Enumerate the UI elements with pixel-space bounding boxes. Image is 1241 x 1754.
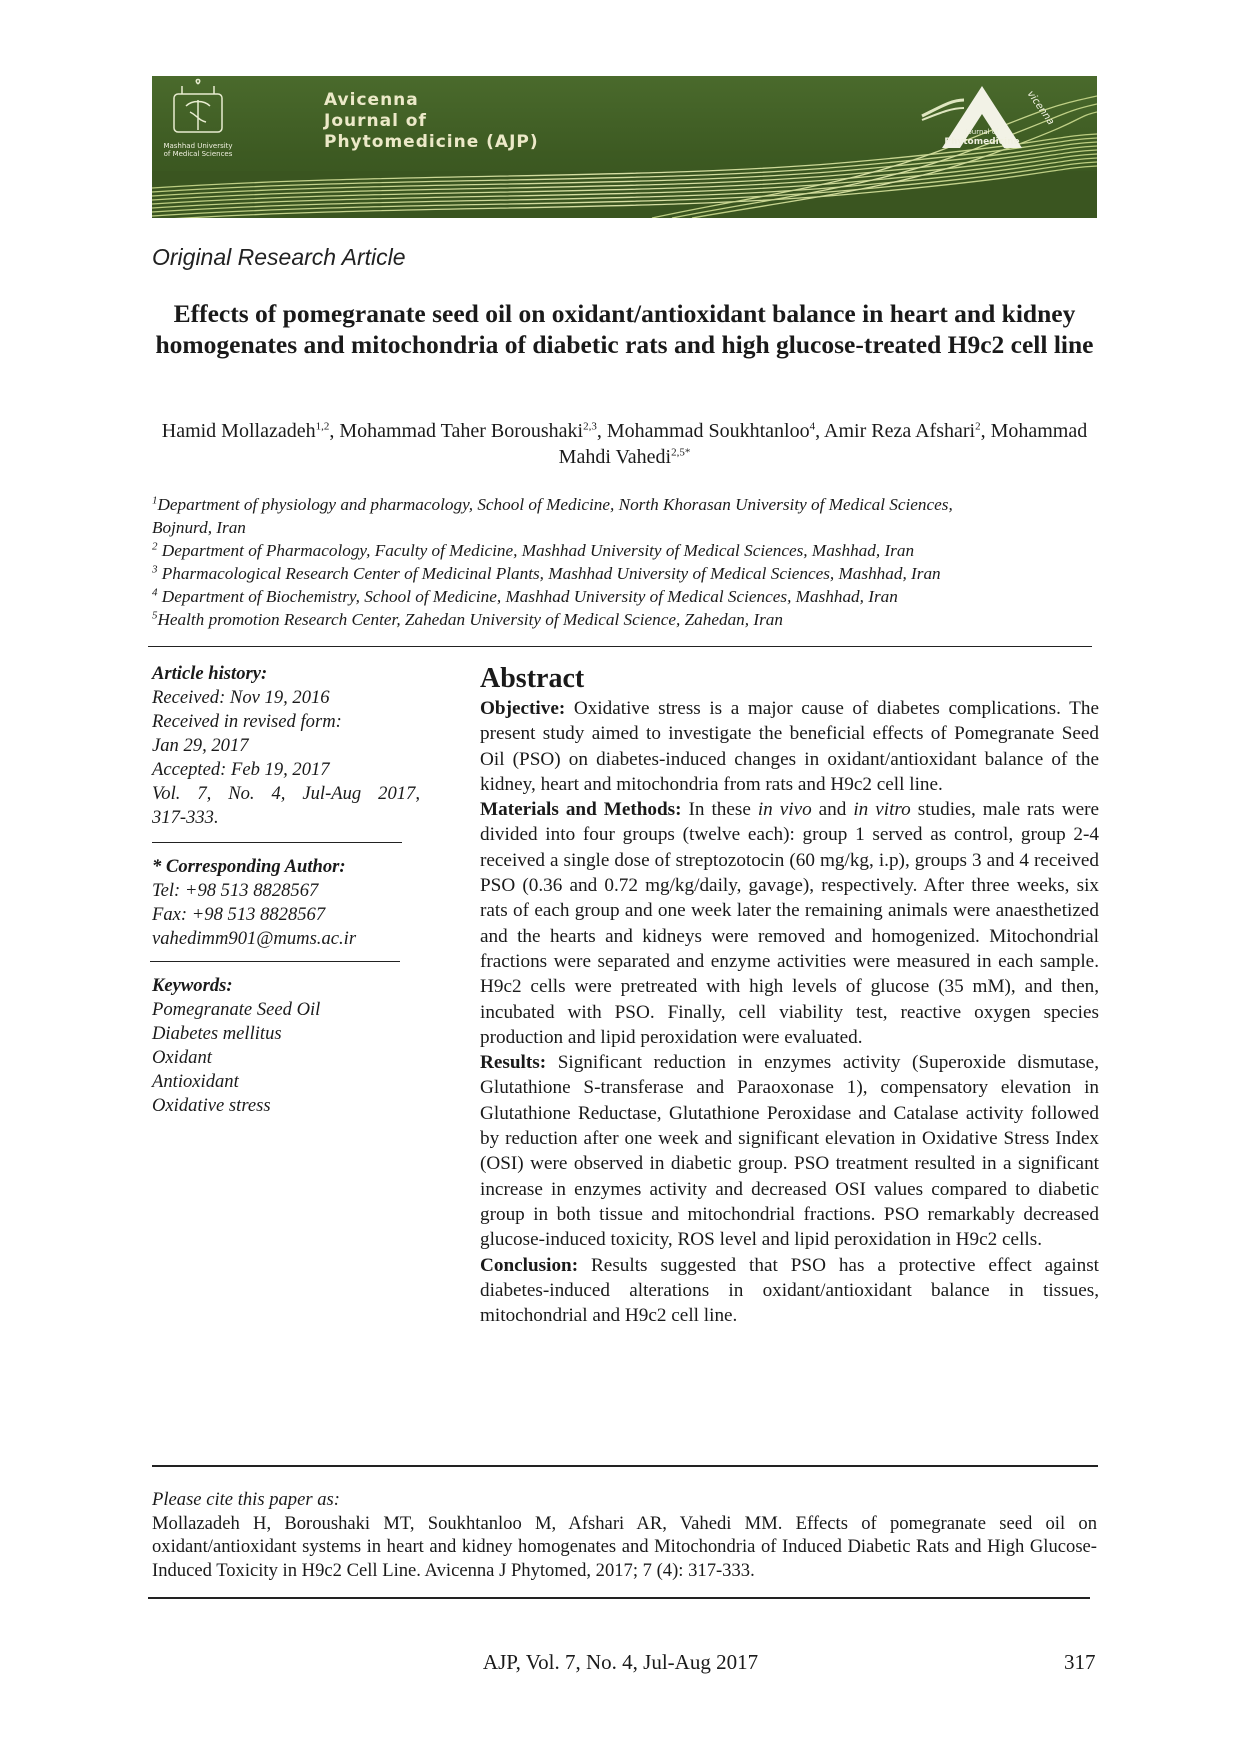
right-logo-sub1: Journal of xyxy=(965,128,999,136)
citation-block xyxy=(152,1488,1097,1582)
affiliation-item xyxy=(152,585,1097,608)
methods-italic: in vivo xyxy=(757,799,812,821)
revised-date: Jan 29, 2017 xyxy=(152,735,249,756)
author-name: Mohammad Mahdi Vahedi xyxy=(558,420,1088,468)
affiliation-item xyxy=(152,608,1097,631)
methods-text: studies, male rats were divided into four groups (twelve each): group 1 served as control, group 2-4 received a single dose of streptozotocin (60 mg/kg, i.p), groups 3 and 4 received PSO (0.36 and 0.72 mg/kg/daily, gavage), respectively. After three weeks, six rats of each group and one week later the remaining animals were anaesthetized and the hearts and kidneys were removed and homogenized. Mitochondrial fractions were separated and enzyme activities were measured in each sample. H9c2 cells were pretreated with high levels of glucose (35 mM), and then, incubated with PSO. Finally, cell viability test, reactive oxygen species production and lipid peroxidation were evaluated. xyxy=(480,799,1099,1048)
sidebar-divider xyxy=(150,961,400,974)
right-logo-sub2: Phytomedicine xyxy=(944,137,1020,147)
citation-text: Mollazadeh H, Boroushaki MT, Soukhtanloo M, Afshari AR, Vahedi MM. Effects of pomegranate seed oil on oxidant/antioxidant systems in heart and kidney homogenates and Mitochondria of Induced Diabetic Rats and High Glucose-Induced Toxicity in H9c2 Cell Line. Avicenna J Phytomed, 2017; 7 (4): 317-333. xyxy=(152,1512,1097,1581)
author-name: Hamid Mollazadeh xyxy=(161,420,316,442)
article-sidebar xyxy=(152,662,422,1118)
affiliation-sup: 5 xyxy=(152,609,158,622)
affiliation-text: Department of Pharmacology, Faculty of Medicine, Mashhad University of Medical Sciences, Mashhad, Iran xyxy=(157,541,915,560)
affiliation-item xyxy=(152,539,1097,562)
affiliation-sup: 4 xyxy=(152,586,158,599)
author-sup: 2,3 xyxy=(583,420,597,433)
corresponding-heading: * Corresponding Author: xyxy=(152,856,346,877)
objective-text: Oxidative stress is a major cause of diabetes complications. The present study aimed to investigate the beneficial effects of Pomegranate Seed Oil (PSO) on diabetes-induced changes in oxidant/antioxidant balance of the kidney, heart and mitochondria from rats and H9c2 cell line. xyxy=(480,698,1099,795)
citation-label: Please cite this paper as: xyxy=(152,1489,340,1510)
keywords-heading: Keywords: xyxy=(152,975,233,996)
keyword-item: Oxidative stress xyxy=(152,1095,271,1116)
author-name: Mohammad Taher Boroushaki xyxy=(339,420,584,442)
affiliation-text: Pharmacological Research Center of Medicinal Plants, Mashhad University of Medical Sciences, Mashhad, Iran xyxy=(157,564,941,583)
methods-label: Materials and Methods: xyxy=(480,799,682,821)
author-sup: 2,5* xyxy=(671,446,691,459)
affiliation-sup: 2 xyxy=(152,540,158,553)
affiliation-item xyxy=(152,562,1097,585)
keyword-item: Diabetes mellitus xyxy=(152,1023,282,1044)
abstract-objective xyxy=(480,696,1099,797)
objective-label: Objective: xyxy=(480,698,566,719)
accepted-date: Accepted: Feb 19, 2017 xyxy=(152,759,330,780)
received-date: Received: Nov 19, 2016 xyxy=(152,687,330,708)
university-emblem-icon xyxy=(174,80,222,133)
citation-divider xyxy=(148,1597,1090,1599)
page-number: 317 xyxy=(1064,1650,1096,1674)
banner-journal-line2: Journal of xyxy=(324,111,427,131)
author-name: Mohammad Soukhtanloo xyxy=(606,420,810,442)
journal-banner xyxy=(152,76,1097,218)
article-history-heading: Article history: xyxy=(152,663,268,684)
author-sup: 2 xyxy=(975,420,981,433)
results-text: Significant reduction in enzymes activity (Superoxide dismutase, Glutathione S-transferase and Paraoxonase 1), compensatory elevation in Glutathione Reductase, Glutathione Peroxidase and Catalase activity followed by reduction after one week and significant elevation in Oxidative Stress Index (OSI) were observed in diabetic group. PSO treatment resulted in a significant increase in enzymes activity and decreased OSI values compared to diabetic group in both tissue and mitochondrial fractions. PSO remarkably decreased glucose-induced toxicity, ROS level and lipid peroxidation in H9c2 cells. xyxy=(480,1052,1099,1251)
footer-journal-info: AJP, Vol. 7, No. 4, Jul-Aug 2017 xyxy=(482,1650,759,1674)
abstract-conclusion xyxy=(480,1253,1099,1329)
affiliation-text: Department of physiology and pharmacology, School of Medicine, North Khorasan University of Medical Sciences, xyxy=(157,495,953,514)
banner-journal-line3: Phytomedicine (AJP) xyxy=(324,132,539,152)
abstract-section xyxy=(480,662,1099,1328)
affiliation-text: Health promotion Research Center, Zahedan University of Medical Science, Zahedan, Iran xyxy=(157,610,783,629)
author-sup: 4 xyxy=(809,420,816,433)
revised-label: Received in revised form: xyxy=(152,711,342,732)
affiliation-list xyxy=(152,493,1097,631)
affiliation-sup: 1 xyxy=(152,494,158,507)
methods-italic: in vitro xyxy=(853,799,911,821)
article-type: Original Research Article xyxy=(152,244,406,270)
university-name: Mashhad University of Medical Sciences xyxy=(163,142,233,158)
abstract-divider xyxy=(152,1465,1098,1467)
affiliation-text: Bojnurd, Iran xyxy=(152,518,246,537)
banner-wave-graphic xyxy=(152,76,1097,218)
affiliation-item xyxy=(152,493,1097,516)
affiliation-sup: 3 xyxy=(152,563,158,576)
banner-journal-line1: Avicenna xyxy=(324,90,419,110)
abstract-results xyxy=(480,1050,1099,1252)
author-name: Amir Reza Afshari xyxy=(824,420,976,442)
methods-text: In these xyxy=(681,799,758,821)
affiliation-divider xyxy=(148,646,1092,647)
author-list: Hamid Mollazadeh$^{1,2}$, Mohammad Taher Boroushaki$^{2,3}$, Mohammad Soukhtanloo$^4$, Amir Reza Afshari$^2$, Mohammad Mahdi Vahedi$^{2,5*}$ xyxy=(161,420,1088,468)
corresponding-email[interactable]: vahedimm901@mums.ac.ir xyxy=(152,928,357,949)
keyword-item: Oxidant xyxy=(152,1047,212,1068)
conclusion-label: Conclusion: xyxy=(480,1254,579,1276)
methods-text: and xyxy=(811,799,854,821)
results-label: Results: xyxy=(480,1052,547,1074)
right-logo-word: vicenna xyxy=(1024,88,1057,128)
volume-info: Vol. 7, No. 4, Jul-Aug 2017, xyxy=(152,783,420,804)
sidebar-divider xyxy=(152,842,402,855)
affiliation-text: Department of Biochemistry, School of Medicine, Mashhad University of Medical Sciences, Mashhad, Iran xyxy=(157,587,898,606)
abstract-heading: Abstract xyxy=(480,663,585,694)
conclusion-text: Results suggested that PSO has a protective effect against diabetes-induced alterations in oxidant/antioxidant balance in tissues, mitochondrial and H9c2 cell line. xyxy=(480,1254,1099,1327)
keyword-item: Antioxidant xyxy=(152,1071,239,1092)
keyword-item: Pomegranate Seed Oil xyxy=(152,999,321,1020)
page-range: 317-333. xyxy=(152,807,219,828)
paper-title: Effects of pomegranate seed oil on oxidant/antioxidant balance in heart and kidney homogenates and mitochondria of diabetic rats and high glucose-treated H9c2 cell line xyxy=(155,299,1094,359)
author-sup: 1,2 xyxy=(315,420,330,433)
corresponding-tel: Tel: +98 513 8828567 xyxy=(152,880,319,901)
corresponding-fax: Fax: +98 513 8828567 xyxy=(152,904,326,925)
affiliation-item xyxy=(152,516,1097,539)
abstract-methods xyxy=(480,797,1099,1050)
